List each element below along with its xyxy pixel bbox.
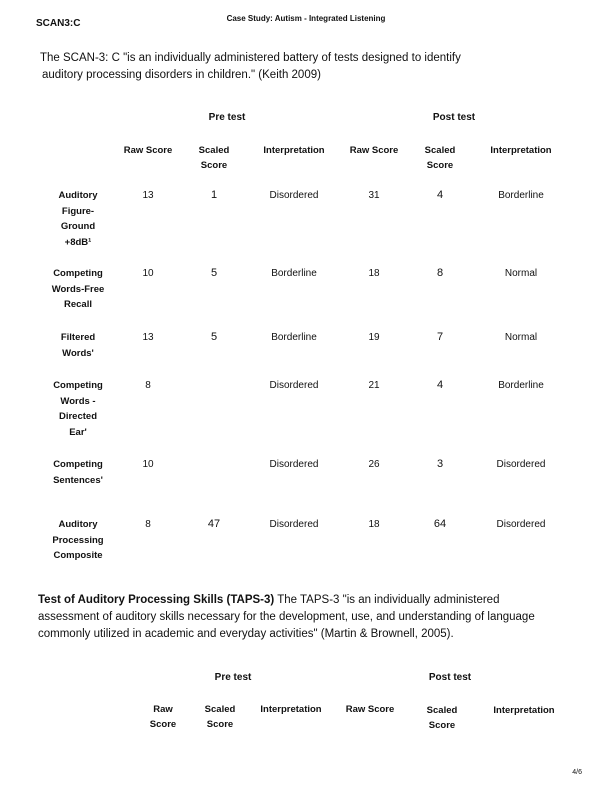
scan-pre-interpretation: Borderline <box>271 268 317 279</box>
scan-post-scaled: 64 <box>433 518 447 530</box>
scan-post-raw: 19 <box>368 332 380 343</box>
scan-pre-raw: 8 <box>145 380 151 391</box>
scan-col-pre-scaled-score: Scaled Score <box>198 145 230 171</box>
scan-post-raw: 18 <box>368 268 380 279</box>
scan-pre-interpretation: Disordered <box>269 519 319 530</box>
scan-post-scaled: 4 <box>436 379 444 391</box>
page-number: 4/6 <box>572 769 582 776</box>
scan-post-raw: 18 <box>368 519 380 530</box>
scan-pre-test-heading: Pre test <box>208 112 246 123</box>
section-heading: SCAN3:C <box>36 18 81 29</box>
scan-post-raw: 21 <box>368 380 380 391</box>
scan-pre-raw: 10 <box>142 268 154 279</box>
scan-col-post-scaled-score: Scaled Score <box>424 145 456 171</box>
scan-row-label-line: Directed <box>58 411 97 422</box>
scan-row-label-line: Recall <box>64 299 92 310</box>
scan-row-label-line: Auditory <box>58 190 98 201</box>
scan-row-label-line: Ground <box>60 221 96 232</box>
scan-row-label-line: Filtered <box>60 332 96 343</box>
scan-pre-interpretation: Disordered <box>269 190 319 201</box>
scan-col-post-interpretation: Interpretation <box>490 145 552 156</box>
scan-row-label <box>40 266 116 313</box>
scan-row-label <box>40 517 116 564</box>
taps-title: Test of Auditory Processing Skills (TAPS-3) <box>38 594 275 606</box>
scan-post-interpretation: Disordered <box>496 459 546 470</box>
taps-pre-test-heading: Pre test <box>214 672 252 683</box>
scan-row-label <box>40 330 116 361</box>
scan-post-interpretation: Disordered <box>496 519 546 530</box>
scan-pre-scaled: 5 <box>210 331 218 343</box>
scan-pre-raw: 13 <box>142 332 154 343</box>
scan-row-label-line: Words-Free <box>51 283 105 295</box>
running-title: Case Study: Autism - Integrated Listening <box>226 14 386 23</box>
scan-row-label <box>40 188 116 250</box>
scan-row-label-line: Words - <box>60 395 96 407</box>
scan-post-scaled: 8 <box>436 267 444 279</box>
taps-col-post-scaled-score: Scaled Score <box>426 705 458 731</box>
taps-col-post-raw-score: Raw Score <box>345 704 395 715</box>
taps-paragraph <box>38 592 578 643</box>
scan-row-label <box>40 378 116 440</box>
scan-row-label-line: Processing <box>52 534 104 546</box>
scan-pre-scaled: 47 <box>207 518 221 530</box>
scan-post-test-heading: Post test <box>432 112 476 123</box>
scan-post-interpretation: Normal <box>504 332 538 343</box>
scan-row-label-line: Competing <box>53 380 103 391</box>
taps-line-1-rest: The TAPS-3 "is an individually administered <box>274 594 500 606</box>
scan-intro-line-1: The SCAN-3: C "is an individually administered battery of tests designed to identify <box>40 52 461 64</box>
scan-intro-paragraph <box>40 50 580 84</box>
scan-row-label-line: Ear' <box>69 426 87 438</box>
scan-pre-interpretation: Disordered <box>269 380 319 391</box>
scan-row-label-line: Competing <box>53 459 103 470</box>
taps-col-pre-scaled-score: Scaled Score <box>204 704 236 730</box>
scan-col-pre-raw-score: Raw Score <box>123 145 173 156</box>
scan-pre-raw: 13 <box>142 190 154 201</box>
scan-intro-line-2: auditory processing disorders in children." (Keith 2009) <box>42 69 321 81</box>
scan-pre-interpretation: Borderline <box>271 332 317 343</box>
taps-line-2: assessment of auditory skills necessary for the development, use, and understanding of language <box>38 611 535 623</box>
taps-post-test-heading: Post test <box>428 672 472 683</box>
scan-post-scaled: 7 <box>436 331 444 343</box>
scan-row-label <box>40 457 116 488</box>
scan-row-label-line: Words' <box>62 347 94 359</box>
scan-post-raw: 26 <box>368 459 380 470</box>
scan-row-label-line: Figure- <box>61 205 95 217</box>
scan-pre-scaled: 1 <box>210 189 218 201</box>
scan-pre-raw: 10 <box>142 459 154 470</box>
scan-row-label-line: Competing <box>53 268 103 279</box>
scan-pre-raw: 8 <box>145 519 151 530</box>
scan-col-post-raw-score: Raw Score <box>349 145 399 156</box>
taps-line-3: commonly utilized in academic and everyday activities" (Martin & Brownell, 2005). <box>38 628 454 640</box>
scan-row-label-line: Composite <box>53 550 103 561</box>
scan-row-label-line: Auditory <box>58 519 98 530</box>
scan-post-scaled: 3 <box>436 458 444 470</box>
scan-post-raw: 31 <box>368 190 380 201</box>
scan-pre-scaled: 5 <box>210 267 218 279</box>
scan-post-interpretation: Borderline <box>498 190 544 201</box>
scan-post-interpretation: Borderline <box>498 380 544 391</box>
scan-col-pre-interpretation: Interpretation <box>263 145 325 156</box>
taps-col-pre-raw-score: Raw Score <box>149 704 177 730</box>
taps-col-pre-interpretation: Interpretation <box>260 704 322 715</box>
scan-pre-interpretation: Disordered <box>269 459 319 470</box>
taps-col-post-interpretation: Interpretation <box>493 705 555 716</box>
taps-line-1 <box>38 592 578 609</box>
scan-row-label-line: Sentences' <box>53 474 103 486</box>
scan-post-scaled: 4 <box>436 189 444 201</box>
scan-row-label-line: +8dB¹ <box>64 236 92 248</box>
scan-post-interpretation: Normal <box>504 268 538 279</box>
